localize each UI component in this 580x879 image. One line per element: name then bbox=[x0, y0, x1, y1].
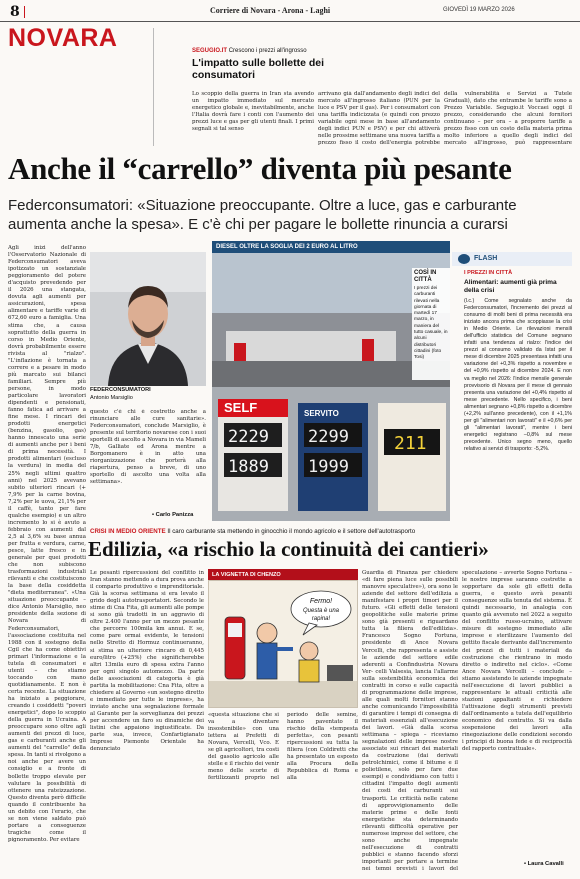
second-kicker-text: Il caro carburante sta mettendo in ginocchio il mondo agricolo e il settore dell'autotrasporto bbox=[167, 528, 416, 535]
main-headline: Anche il “carrello” diventa più pesante bbox=[8, 151, 512, 186]
svg-text:Questa è una: Questa è una bbox=[302, 608, 340, 614]
second-article-col-5: speculazione – avverte Sogno Fortuna – le nostre imprese saranno costrette a sopportare da sole gli effetti della guerra, e questo avrà pesanti conseguenze sulla tenuta del sistema. È quindi necessario, in analogia con quanto già avvenuto nel 2022 a seguito del conflitto russo-ucraino, attivare misure di sostegno immediato alle imprese e sterilizzare l'aumento del gettito fiscale derivante dall'incremento dei prezzi di tutti i materiali da costruzione che rientrano in modo diretto o indiretto nel ciclo». «Come Ance Novara Vercelli – conclude – stiamo assistendo le aziende impegnate nell'esecuzione di lavori pubblici a rappresentare le attuali criticità alle stazioni appaltanti e richiedere l'attivazione degli strumenti previsti dall'ordinamento a tutela dell'equilibrio economico del contratto. Si va dalla sospensione dei lavori alla rinegoziazione delle condizioni secondo i principi di buona fede e di reciprocità del rapporto contrattuale». bbox=[462, 570, 572, 753]
main-subheadline: Federconsumatori: «Situazione preoccupante. Oltre a luce, gas e carburante aumenta anche la spesa». E c'è chi per pagare le bollette rinuncia a curarsi bbox=[8, 197, 517, 233]
second-article-col-4-text: celli Valsesia, lancia l'allarme sulla sostenibilità economica dei contratti in corso e sulle capacità di programmazione delle imprese, alle quali molti fornitori stanno anche comunicando l'impossibilità di garantire i tempi di consegna di materiali essenziali all'esecuzione dei lavori. «Già dalla scorsa settimana – spiega – riceviamo segnalazioni delle imprese nostre associate sui rincari dei materiali da costruzione (dai derivati petrolchimici, come il bitume e il polietilene, solo per fare due esempi) e condividiamo con tutti i cittadini l'impatto degli aumenti dei costi dei carburanti sui trasporti. Le criticità nelle catene di approvvigionamento delle materie prime e delle fonti energetiche sta determinando rilevanti difficoltà operative per numerose imprese del settore, che sono anche impegnate nell'esecuzione di contratti pubblici e stanno facendo sforzi importanti per portare a termine nei tempi previsti i lavori del bbox=[362, 668, 458, 870]
price-b: 1889 bbox=[228, 457, 269, 477]
kicker-tag: SEGUGIO.IT bbox=[192, 48, 228, 54]
page-number: 8 bbox=[10, 4, 20, 20]
second-article-signature: • Laura Cavalli bbox=[524, 861, 564, 867]
column-divider bbox=[153, 28, 154, 146]
cartoon-illustration bbox=[209, 581, 358, 708]
second-kicker-tag: CRISI IN MEDIO ORIENTE bbox=[90, 528, 166, 535]
flash-icon bbox=[458, 254, 470, 264]
second-article-col-4 bbox=[362, 570, 458, 870]
cartoon-bubble: Fermo! bbox=[309, 598, 333, 605]
newspaper-name: Corriere di Novara - Arona - Laghi bbox=[210, 6, 331, 15]
second-article-col-3: Guardia di Finanza per chiedere «di fare piena luce sulle possibili manovre speculative»), ora sono le aziende del settore dell'edilizia a manifestare i propri timori per il futuro. «Gli effetti delle tensioni geopolitiche sulle materie prime sono già presenti e riguardano tutta la filiera dell'edilizia». Francesco Sogno Fortuna, presidente di Ance Novara Vercelli, che rappresenta e assiste le aziende del settore edile aderenti a Confindustria Novara Ver- bbox=[362, 570, 458, 675]
main-article-signature: • Carlo Panizza bbox=[152, 512, 194, 518]
main-article-col-2: questo c'è chi è costretto anche a rinunciare alle cure sanitarie». Federconsumatori, conclude Marsiglio, è presente sul territorio novarese con i suoi sportelli di ascolto a Novara in via Mameli 7/b, Galliate ed Arona mentre a Borgomanero è in atto una riorganizzazione che porterà alla riapertura, penso a breve, di uno sportello di ascolto una volta alla settimana». bbox=[90, 409, 206, 486]
sign-servito: SERVITO bbox=[304, 409, 339, 418]
top-article-col-3: della vulnerabilità e Servizi a Tutele Graduali), dato che entrambe le tariffe sono a Prezzo Variabile. Segugio.it Voccaei oggi il prezzo, considerando che alcuni fornitori continuano – per ora – a proporre tariffe a prezzo fisso con un costo della materia prima molto inferiore a quello degli indici del mercato all'ingrosso, può rappresentare bbox=[444, 91, 572, 146]
cartoon bbox=[208, 580, 358, 708]
top-article-col-1: Lo scoppio della guerra in Iran sta avendo un impatto immediato sul mercato energetico globale e, inevitabilmente, anche l'Italia dovrà fare i conti con l'aumento dei prezzi luce e gas per gli utenti finali. I primi segnali si tal senso bbox=[192, 91, 314, 133]
flash-label: FLASH bbox=[474, 255, 498, 262]
photo-caption-title: COSÌ IN CITTÀ bbox=[414, 270, 437, 283]
price-d: 1999 bbox=[308, 457, 349, 477]
portrait-caption-name: Antonio Marsiglio bbox=[90, 395, 133, 401]
cartoon-title-bar: LA VIGNETTA DI CHENZO bbox=[208, 569, 358, 580]
portrait-figure bbox=[90, 252, 206, 386]
top-article-headline: L'impatto sulle bollette dei consumatori bbox=[192, 57, 325, 81]
sign-self: SELF bbox=[224, 400, 258, 415]
price-e: 211 bbox=[394, 433, 427, 454]
section-title: NOVARA bbox=[8, 24, 118, 52]
portrait-photo bbox=[90, 252, 206, 386]
top-article-col-2: arrivano già dall'andamento degli indici del mercato all'ingrosso italiano (PUN per la luce e PSV per il gas). Per i consumatori con una tariffa indicizzata (e quindi con prezzo variabile ogni mese in base all'andamento degli indici PUN e PSV) e per chi attiverà nelle prossime settimane una nuova tariffa a prezzo fisso il costo dell'energia potrebbe bbox=[318, 91, 440, 146]
price-c: 2299 bbox=[308, 427, 349, 447]
second-article-kicker bbox=[90, 528, 415, 535]
top-article-kicker bbox=[192, 48, 307, 54]
second-article-col-1: Le pesanti ripercussioni del conflitto in Iran stanno mettendo a dura prova anche il comparto produttivo e imprenditoriale. Già la scorsa settimana si era levato il grido degli autotrasportatori. Secondo le stime di Cna Fita, gli aumenti alle pompe si sono già tradotti in un aggravio di oltre 2.400 l'anno per un mezzo pesante che percorre 100mila km annui. E se, come pare ormai evidente, le tensioni nello Stretto di Hormuz continueranno, si stima un ulteriore rincaro di 0,445 euro/litro (+25%) che significherebbe altri 13mila euro di spesa extra l'anno per ogni singolo automezzo. Da parte delle associazioni di categoria è già partita la mobilitazione: Cna Fita, oltre a chiedere al Governo «un sostegno diretto e immediato per tutte le imprese», ha inviato anche una segnalazione formale al Garante per la sorveglianza dei prezzi per accendere un faro su dinamiche dei listini che appaiono ingiustificate. Da parte sua, invece, Confartigianato Imprese Piemonte Orientale ha denunciato bbox=[90, 570, 204, 753]
issue-date: GIOVEDÌ 19 MARZO 2026 bbox=[443, 7, 515, 13]
photo-title-bar: DIESEL OLTRE LA SOGLIA DEI 2 EURO AL LITRO bbox=[212, 241, 450, 253]
main-article-col-1: Agli inizi dell'anno l'Osservatorio Nazionale di Federconsumatori aveva ipotizzato un sostanziale peggioramento del potere d'acquisto prevedendo per il 2026 una stangata, dovuta agli aumenti per assicurazioni, spesa alimentare e tariffe varie di 672,60 euro a famiglia. Una stima che, a causa soprattutto della guerra in corso in Medio Oriente, dovrà probabilmente essere rivista al "rialzo". "L'inflazione è tornata a correre e a pesare in modo più marcato sui bilanci familiari. Sempre più persone, in modo particolare lavoratori dipendenti e pensionati, fanno fatica ad arrivare a fine mese. I rincari dei prodotti energetici (benzina, gasolio, gas) hanno innescato una serie di aumenti anche per i beni di prima necessità. I prodotti alimentari (escluso la verdura) in media del 25% negli ultimi quattro anni) nel 2025 avevano subito ulteriori rincari (+ 7,9% per la carne bovina, 7,2% per le uova, 21,1% per il caffè, tanto per fare qualche esempio) e un altro incremento lo si è avuto a febbraio con aumenti dal 2,5 al 3,6% su base annua per frutta e verdura, carne, pesce, latte fresco e in generale per quei prodotti che non subiscono trasformazioni industriali rilevanti e che costituiscono la base della cosiddetta "dieta mediterranea". «Una situazione preoccupante – dice Antonio Marsiglio, neo presidente della sezione di Novara di Federconsumatori, l'associazione costituita nel 1988 con il sostegno della Cgil che ha come obiettivi primari l'informazione e la tutela di consumatori e utenti – che stiamo toccando con mano quotidianamente. E non è certa recente. La situazione ha iniziato a peggiorare, creando i cosiddetti "poveri energetici", dopo lo scoppio della guerra in Ucraina. A preoccupare sono oltre agli aumenti dei prezzi di luce, gas e carburanti anche gli aumenti del "carrello" della spesa. In tanti si rivolgono a noi anche per avere un consiglio e a fronte di bollette troppo elevate per valutare la possibilità di ottenere una rateizzazione. Questo diventa però difficile quando il contribuente ha un debito con l'erario, che se non viene saldato può portare a conseguenze tragiche come il pignoramento. Per evitare bbox=[8, 245, 86, 843]
kicker-text: Crescono i prezzi all'ingrosso bbox=[228, 48, 307, 54]
portrait-caption-title: FEDERCONSUMATORI bbox=[90, 387, 151, 393]
photo-caption-box bbox=[412, 268, 450, 380]
flash-text: (l.c.) Come segnalato anche da Federconsumatori, l'incremento dei prezzi al consumo di molti beni di prima necessità era iniziato ancora prima che scoppiasse la crisi in Medio Oriente. Le rilevazioni mensili dell'ufficio statistica del Comune segnano infatti una tendenza al rialzo: l'indice dei prezzi al consumo validato da Istat per il mese di dicembre 2025 presentava infatti una variazione del +0,3% rispetto a novembre e del +0,9% rispetto al dicembre 2024. E non va meglio nel 2026: l'indice mensile generale provvisorio di Novara per il mese di gennaio presenta una variazione del +0,4% rispetto al mese precedente. Nello specifico, i beni alimentari segnano +0,8% rispetto a dicembre (+2,2% sull'anno precedente), con il +1,1% per gli "alimentari non lavorati" e il +0,6% per gli "alimentari lavorati", mentre i beni energetici registrano –0,8% sul mese precedente. Unico segno meno, quello relativo ai servizi di trasporto: -5,2%. bbox=[464, 298, 572, 452]
photo-caption-text: I prezzi dei carburanti rilevati nella giornata di martedì 17 marzo, in maniera del tutto casuale, in alcuni distributori cittadini (foto Tosi) bbox=[414, 286, 448, 361]
price-a: 2229 bbox=[228, 427, 269, 447]
masthead-rule bbox=[0, 21, 580, 22]
second-article-headline: Edilizia, «a rischio la continuità dei cantieri» bbox=[88, 537, 489, 561]
flash-headline: Alimentari: aumenti già prima della crisi bbox=[464, 279, 557, 295]
page-number-divider bbox=[24, 6, 25, 18]
second-article-col-2: «questa situazione che si va a diventare insostenibile» con una lettera ai Prefetti di Novara, Vercelli, Vco. E se gli agricoltori, tra costi del gasolio agricolo alle stelle e il rischio dei venir meno delle scorte di fertilizzanti proprio nel periodo delle semine, hanno paventato il rischio della «tempesta perfetta», con pesanti ripercussioni su tutta la filiera (con Coldiretti che ha presentato un esposto alla Procura della Repubblica di Roma e alla bbox=[208, 712, 358, 782]
flash-header bbox=[452, 252, 572, 266]
svg-text:rapina!: rapina! bbox=[311, 616, 331, 622]
flash-section: I PREZZI IN CITTÀ bbox=[464, 270, 513, 276]
